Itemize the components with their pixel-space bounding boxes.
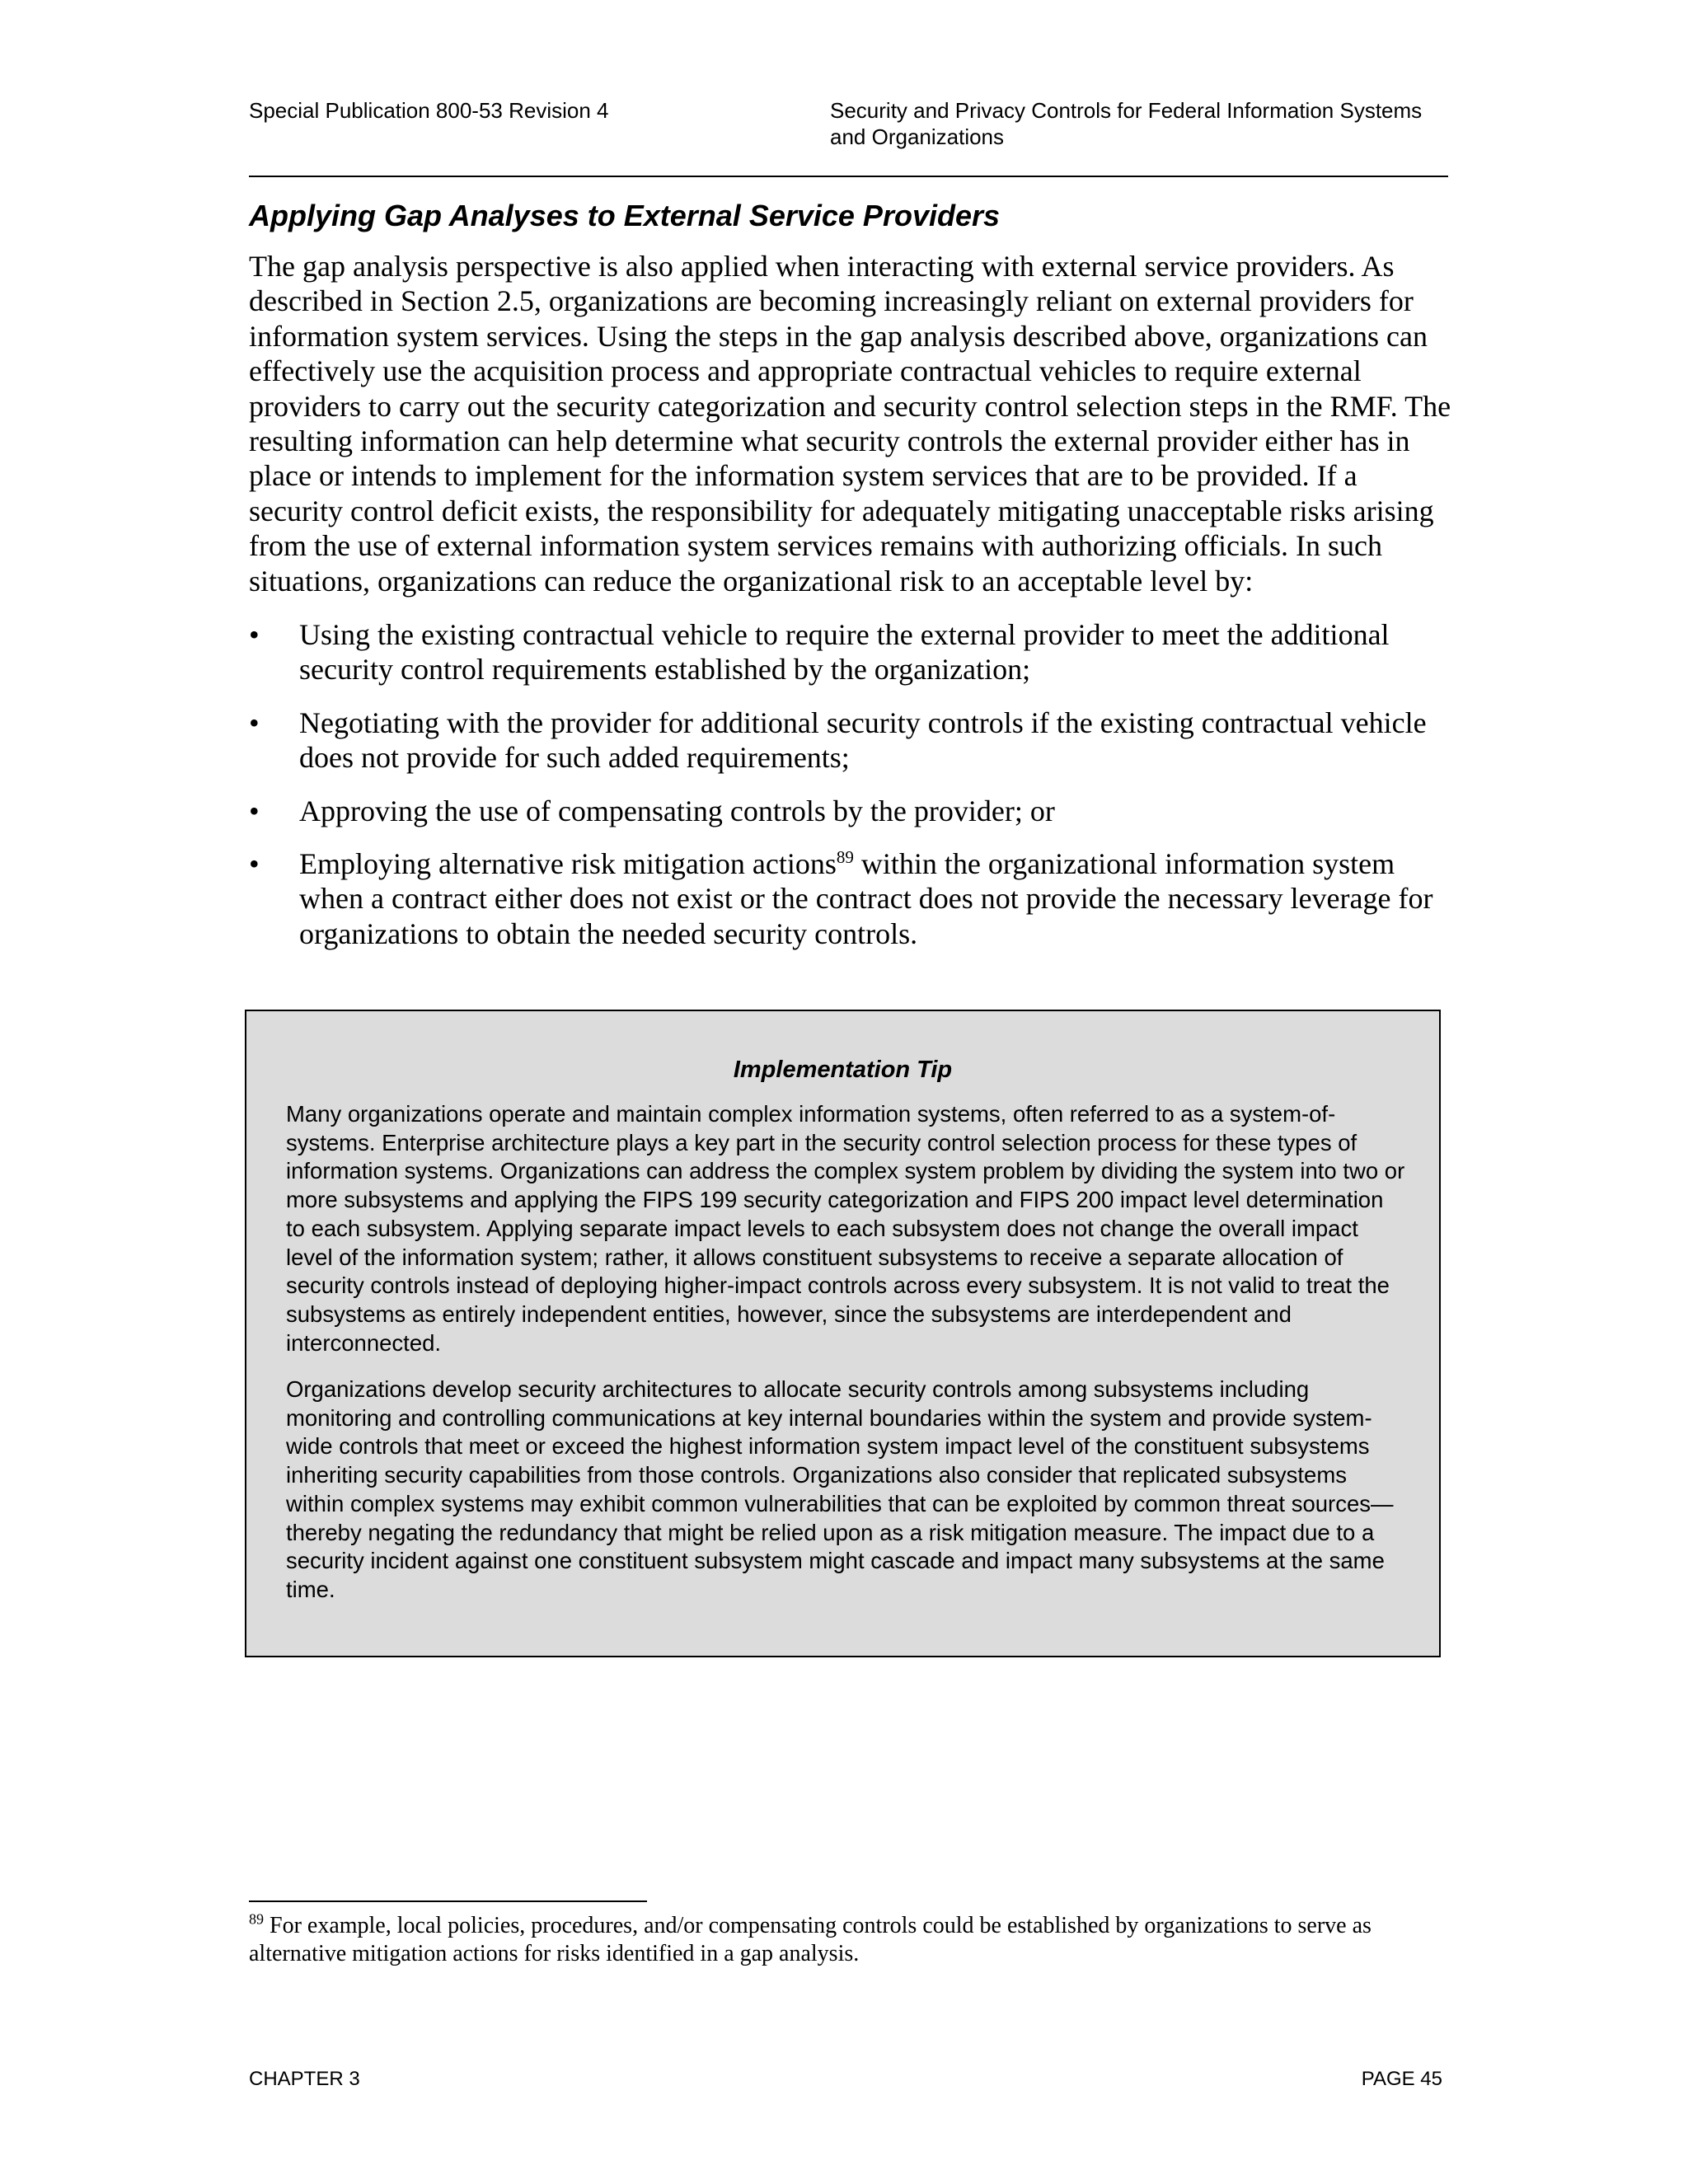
running-header-title xyxy=(830,97,1456,150)
header-divider xyxy=(249,176,1448,177)
footnote-text: For example, local policies, procedures, and/or compensating controls could be established by organizations to serve as alternative mitigation actions for risks identified in a gap analysis. xyxy=(249,1913,1372,1966)
implementation-tip-box xyxy=(245,1010,1441,1657)
running-header-publication: Special Publication 800-53 Revision 4 xyxy=(249,98,609,123)
list-item-text: Approving the use of compensating controls by the provider; or xyxy=(299,794,1055,827)
footnote-divider xyxy=(249,1900,647,1902)
list-item-text: Negotiating with the provider for additional security controls if the existing contractual vehicle does not provide for such added requirements; xyxy=(299,705,1427,775)
section-heading: Applying Gap Analyses to External Service Providers xyxy=(249,199,1001,232)
list-item-text xyxy=(299,847,1432,950)
bullet-marker: • xyxy=(249,618,260,651)
tip-paragraph-2: Organizations develop security architectures to allocate security controls among subsystems including monitoring and controlling communications at key internal boundaries within the system and provide system-wide controls that meet or exceed the highest information system impact level of the constituent subsystems inheriting security capabilities from those controls. Organizations also consider that replicated subsystems within complex systems may exhibit common vulnerabilities that can be exploited by common threat sources—thereby negating the redundancy that might be relied upon as a risk mitigation measure. The impact due to a security incident against one constituent subsystem might cascade and impact many subsystems at the same time. xyxy=(286,1376,1394,1602)
body-paragraph: The gap analysis perspective is also applied when interacting with external service providers. As described in Section 2.5, organizations are becoming increasingly reliant on external providers for information system services. Using the steps in the gap analysis described above, organizations can effectively use the acquisition process and appropriate contractual vehicles to require external providers to carry out the security categorization and security control selection steps in the RMF. The resulting information can help determine what security controls the external provider either has in place or intends to implement for the information system services that are to be provided. If a security control deficit exists, the responsibility for adequately mitigating unacceptable risks arising from the use of external information system services remains with authorizing officials. In such situations, organizations can reduce the organizational risk to an acceptable level by: xyxy=(249,250,1451,598)
bullet-marker: • xyxy=(249,705,260,739)
tip-title: Implementation Tip xyxy=(733,1057,953,1083)
list-item-text-after-ref: within the organizational information system when a contract either does not exist or the contract does not provide the necessary leverage for organizations to obtain the needed security controls. xyxy=(299,847,1433,950)
footer-chapter: CHAPTER 3 xyxy=(249,2068,360,2090)
bullet-marker: • xyxy=(249,847,260,881)
running-header-title-line2: and Organizations xyxy=(830,124,1005,149)
running-header-title-line1: Security and Privacy Controls for Federal Information Systems xyxy=(830,98,1423,123)
footnote-reference-link[interactable]: 89 xyxy=(836,847,854,868)
list-item-text-before-ref: Employing alternative risk mitigation actions xyxy=(299,847,837,881)
footnote-number: 89 xyxy=(249,1910,264,1928)
list-item xyxy=(249,794,1452,828)
list-item-text: Using the existing contractual vehicle to require the external provider to meet the additional security control requirements established by the organization; xyxy=(299,618,1390,687)
list-item xyxy=(249,705,1452,776)
bullet-list xyxy=(249,617,1452,969)
footnote xyxy=(249,1912,1452,1968)
bullet-marker: • xyxy=(249,794,260,827)
footer-page-number: PAGE 45 xyxy=(1361,2068,1442,2090)
list-item xyxy=(249,617,1452,687)
list-item xyxy=(249,846,1452,951)
tip-paragraph-1: Many organizations operate and maintain complex information systems, often referred to as a system-of-systems. Enterprise architecture plays a key part in the security control selection process for these types of information systems. Organizations can address the complex system problem by dividing the system into two or more subsystems and applying the FIPS 199 security categorization and FIPS 200 impact level determination to each subsystem. Applying separate impact levels to each subsystem does not change the overall impact level of the information system; rather, it allows constituent subsystems to receive a separate allocation of security controls instead of deploying higher-impact controls across every subsystem. It is not valid to treat the subsystems as entirely independent entities, however, since the subsystems are interdependent and interconnected. xyxy=(286,1101,1405,1356)
